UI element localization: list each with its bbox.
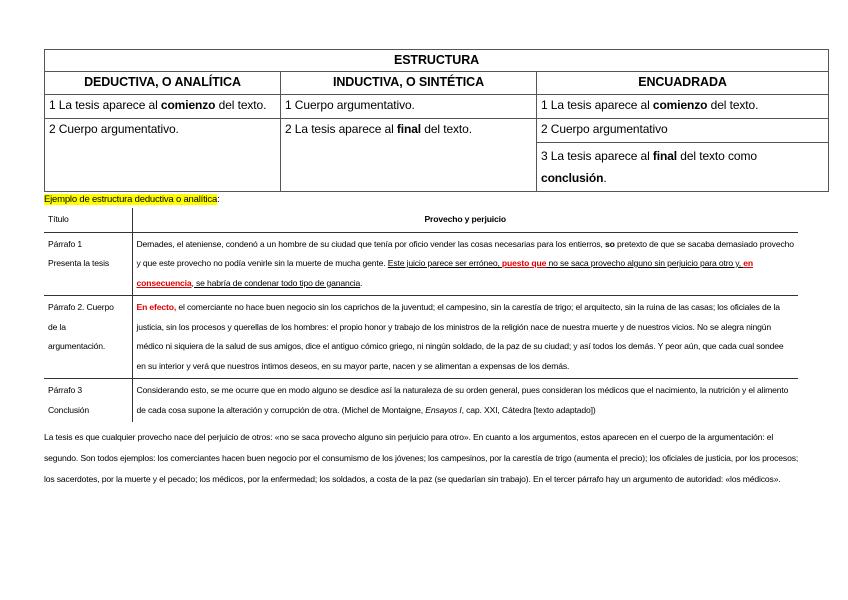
inductiva-row-2: 2 La tesis aparece al final del texto. bbox=[281, 119, 537, 192]
paragraph-3-text: Considerando esto, se me ocurre que en modo alguno se desdice así la naturaleza de su orden general, pues consideran los médicos que el nacimiento, la nutrición y el alimento de cada cosa supone la alteración y corrupción de otra. (Michel de Montaigne, Ensayos I, cap. XXI, Cátedra [texto adaptado]) bbox=[136, 385, 789, 415]
paragraph-2-label: Párrafo 2. Cuerpo de la argumentación. bbox=[44, 296, 132, 379]
analysis-paragraph: La tesis es que cualquier provecho nace del perjuicio de otros: «no se saca provecho alguno sin perjuicio para otro». En cuanto a los argumentos, estos aparecen en el cuerpo de la argumentación: el segundo. Son todos ejemplos: los comerciantes hacen buen negocio por el consumismo de los jóvenes; los campesinos, por la carestía de trigo (aumenta el precio); los oficiales de justicia, por los procesos; los sacerdotes, por la muerte y el pecado; los médicos, por la enfermedad; los soldados, a costa de la paz (se quedarían sin trabajo). En el tercer párrafo hay un argumento de autoridad: «los médicos». bbox=[44, 432, 799, 484]
encuadrada-row-3: 3 La tesis aparece al final del texto como conclusión. bbox=[537, 143, 829, 192]
header-encuadrada: ENCUADRADA bbox=[537, 72, 829, 95]
header-deductiva: DEDUCTIVA, O ANALÍTICA bbox=[45, 72, 281, 95]
encuadrada-row-2: 2 Cuerpo argumentativo bbox=[537, 119, 829, 143]
encuadrada-row-1: 1 La tesis aparece al comienzo del texto. bbox=[537, 95, 829, 119]
example-label: Ejemplo de estructura deductiva o analítica: bbox=[44, 194, 220, 205]
paragraph-3-label: Párrafo 3 Conclusión bbox=[44, 379, 132, 423]
header-inductiva: INDUCTIVA, O SINTÉTICA bbox=[281, 72, 537, 95]
paragraph-1-text: Demades, el ateniense, condenó a un hombre de su ciudad que tenía por oficio vender las cosas necesarias para los entierros, so pretexto de que se sacaba demasiado provecho y que este provecho no podía venirle sin la muerte de mucha gente. Este juicio parece ser erróneo, puesto que no se saca provecho alguno sin perjuicio para otro y, en consecuencia, se habría de condenar todo tipo de ganancia. bbox=[132, 232, 798, 296]
deductiva-row-2: 2 Cuerpo argumentativo. bbox=[45, 119, 281, 192]
inductiva-row-1: 1 Cuerpo argumentativo. bbox=[281, 95, 537, 119]
structure-table bbox=[44, 49, 829, 192]
paragraph-2-text: En efecto, el comerciante no hace buen negocio sin los caprichos de la juventud; el campesino, sin la carestía de trigo; el arquitecto, sin la ruina de las casas; los oficiales de la justicia, sin los procesos y querellas de los hombres: el propio honor y trabajo de los ministros de la religión nace de nuestra muerte y de nuestros vicios. No se alegra ningún médico ni siquiera de la salud de sus amigos, dice el antiguo cómico griego, ni ningún soldado, de la paz de su ciudad; y así todos los demás. Y peor aún, que cada cual sondee en su interior y verá que nuestros íntimos deseos, en su mayor parte, nacen y se alimentan a expensas de los demás. bbox=[132, 296, 798, 379]
deductiva-row-1: 1 La tesis aparece al comienzo del texto. bbox=[45, 95, 281, 119]
example-title: Provecho y perjuicio bbox=[132, 208, 798, 232]
example-table bbox=[44, 208, 798, 422]
title-label: Título bbox=[44, 208, 132, 232]
structure-title: ESTRUCTURA bbox=[45, 50, 829, 72]
paragraph-1-label: Párrafo 1 Presenta la tesis bbox=[44, 232, 132, 296]
